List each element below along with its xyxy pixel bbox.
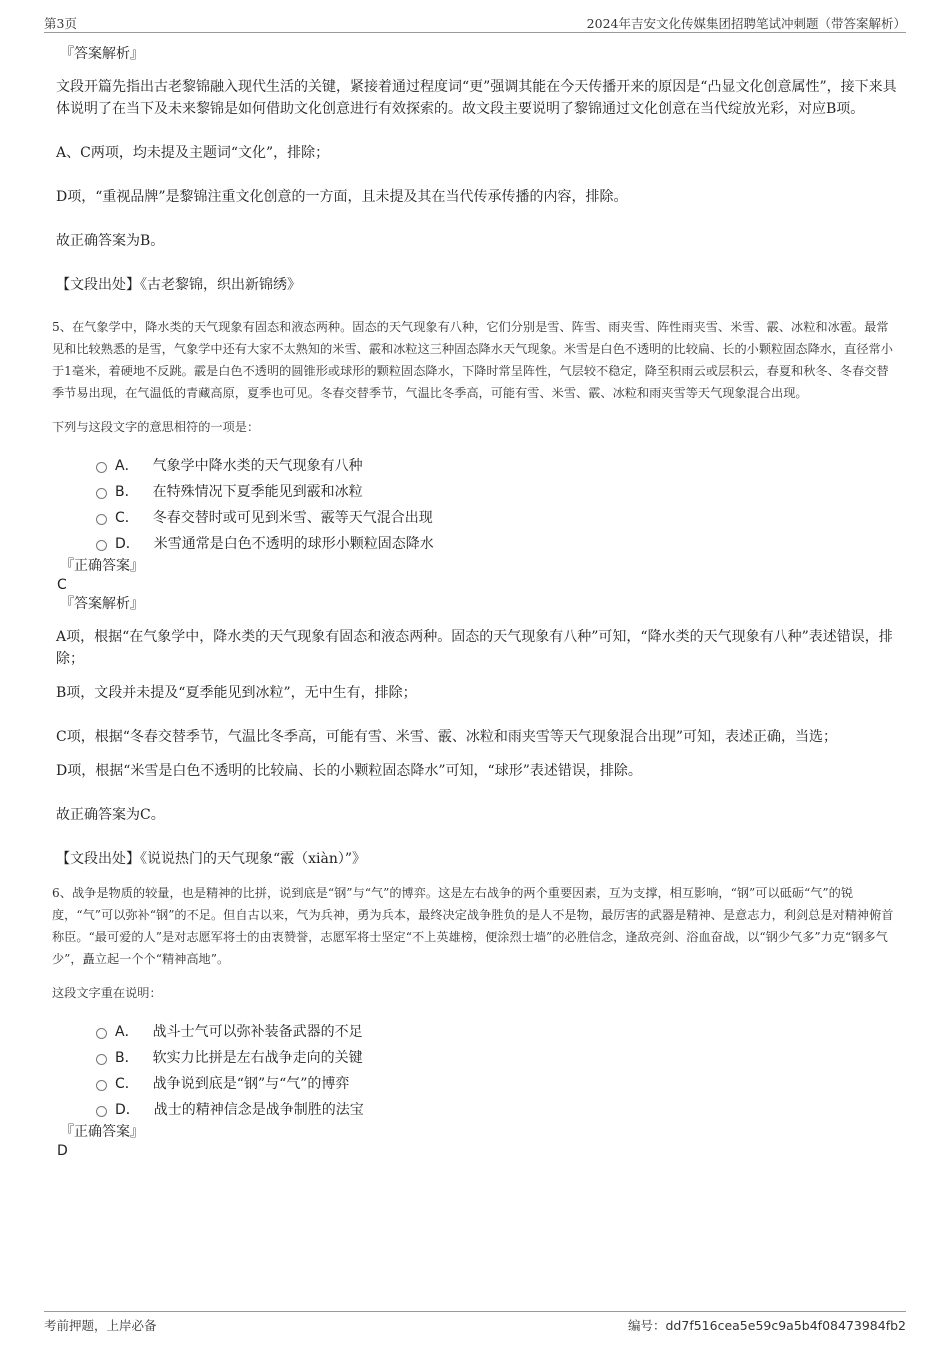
question-5-options xyxy=(96,452,900,556)
radio-button[interactable] xyxy=(96,540,107,551)
answer-heading: 『正确答案』 xyxy=(60,1124,144,1140)
option-text: 战争说到底是“钢”与“气”的博弈 xyxy=(152,1076,350,1092)
page-header xyxy=(44,12,906,33)
option-a[interactable]: A． 战斗士气可以弥补装备武器的不足 xyxy=(96,1018,900,1044)
page-number: 第3页 xyxy=(44,16,77,31)
option-text: 软实力比拼是左右战争走向的关键 xyxy=(152,1050,363,1066)
option-text: 战士的精神信念是战争制胜的法宝 xyxy=(153,1102,364,1118)
source-citation: 【文段出处】《古老黎锦，织出新锦绣》 xyxy=(56,277,301,293)
analysis-heading: 『答案解析』 xyxy=(60,46,144,62)
radio-button[interactable] xyxy=(96,462,107,473)
option-c[interactable]: C． 战争说到底是“钢”与“气”的博弈 xyxy=(96,1070,900,1096)
radio-button[interactable] xyxy=(96,1054,107,1065)
option-b[interactable]: B． 在特殊情况下夏季能见到霰和冰粒 xyxy=(96,478,900,504)
answer-heading: 『正确答案』 xyxy=(60,558,144,574)
radio-button[interactable] xyxy=(96,488,107,499)
analysis-paragraph: D项，“重视品牌”是黎锦注重文化创意的一方面，且未提及其在当代传承传播的内容，排除。 xyxy=(56,189,628,205)
page-footer xyxy=(44,1311,906,1336)
option-b[interactable]: B． 软实力比拼是左右战争走向的关键 xyxy=(96,1044,900,1070)
option-text: 气象学中降水类的天气现象有八种 xyxy=(152,458,363,474)
radio-button[interactable] xyxy=(96,1080,107,1091)
analysis-paragraph: A项，根据“在气象学中，降水类的天气现象有固态和液态两种。固态的天气现象有八种”可知，“降水类的天气现象有八种”表述错误，排除； xyxy=(56,629,893,667)
question-6-options xyxy=(96,1018,900,1122)
radio-button[interactable] xyxy=(96,514,107,525)
radio-button[interactable] xyxy=(96,1106,107,1117)
question-6-text: 6、战争是物质的较量，也是精神的比拼，说到底是“钢”与“气”的博弈。这是左右战争的两个重要因素，互为支撑，相互影响，“钢”可以砥砺“气”的锐度，“气”可以弥补“钢”的不足。但自古以来，气为兵神，勇为兵本，最终决定战争胜负的是人不是物，最厉害的武器是精神、是意志力，利剑总是对精神俯首称臣。“最可爱的人”是对志愿军将士的由衷赞誉，志愿军将士坚定“不上英雄榜，便涂烈士墙”的必胜信念，逢敌亮剑、浴血奋战，以“钢少气多”力克“钢多气少”，矗立起一个个“精神高地”。 xyxy=(52,886,894,966)
question-5-text: 5、在气象学中，降水类的天气现象有固态和液态两种。固态的天气现象有八种，它们分别是雪、阵雪、雨夹雪、阵性雨夹雪、米雪、霰、冰粒和冰雹。最常见和比较熟悉的是雪，气象学中还有大家不太熟知的米雪、霰和冰粒这三种固态降水天气现象。米雪是白色不透明的比较扁、长的小颗粒固态降水，直径常小于1毫米，着硬地不反跳。霰是白色不透明的圆锥形或球形的颗粒固态降水，下降时常呈阵性，气层较不稳定，降至积雨云或层积云，春夏和秋冬、冬春交替季节易出现，在气温低的青藏高原，夏季也可见。冬春交替季节，气温比冬季高，可能有雪、米雪、霰、冰粒和雨夹雪等天气现象混合出现。 xyxy=(52,320,893,400)
document-title: 2024年吉安文化传媒集团招聘笔试冲刺题（带答案解析） xyxy=(586,16,906,31)
analysis-paragraph: 文段开篇先指出古老黎锦融入现代生活的关键，紧接着通过程度词“更”强调其能在今天传播开来的原因是“凸显文化创意属性”，接下来具体说明了在当下及未来黎锦是如何借助文化创意进行有效探索的。故文段主要说明了黎锦通过文化创意在当代绽放光彩，对应B项。 xyxy=(56,79,897,117)
question-5-prompt: 下列与这段文字的意思相符的一项是： xyxy=(52,420,260,434)
option-d[interactable]: D． 米雪通常是白色不透明的球形小颗粒固态降水 xyxy=(96,530,900,556)
correct-answer: C xyxy=(57,577,67,593)
analysis-paragraph: A、C两项，均未提及主题词“文化”，排除； xyxy=(56,145,330,161)
analysis-paragraph: D项，根据“米雪是白色不透明的比较扁、长的小颗粒固态降水”可知，“球形”表述错误，排除。 xyxy=(56,763,642,779)
option-d[interactable]: D． 战士的精神信念是战争制胜的法宝 xyxy=(96,1096,900,1122)
page-content xyxy=(52,44,900,1160)
option-a[interactable]: A． 气象学中降水类的天气现象有八种 xyxy=(96,452,900,478)
question-6-prompt: 这段文字重在说明： xyxy=(52,986,162,1000)
analysis-heading: 『答案解析』 xyxy=(60,596,144,612)
option-text: 在特殊情况下夏季能见到霰和冰粒 xyxy=(152,484,363,500)
option-text: 米雪通常是白色不透明的球形小颗粒固态降水 xyxy=(153,536,434,552)
option-c[interactable]: C． 冬春交替时或可见到米雪、霰等天气混合出现 xyxy=(96,504,900,530)
source-citation: 【文段出处】《说说热门的天气现象“霰（xiàn）”》 xyxy=(56,851,367,867)
radio-button[interactable] xyxy=(96,1028,107,1039)
analysis-conclusion: 故正确答案为B。 xyxy=(56,233,165,249)
analysis-paragraph: B项，文段并未提及“夏季能见到冰粒”，无中生有，排除； xyxy=(56,685,417,701)
analysis-conclusion: 故正确答案为C。 xyxy=(56,807,165,823)
correct-answer: D xyxy=(57,1143,68,1159)
footer-slogan: 考前押题，上岸必备 xyxy=(44,1318,157,1333)
option-text: 战斗士气可以弥补装备武器的不足 xyxy=(152,1024,363,1040)
option-text: 冬春交替时或可见到米雪、霰等天气混合出现 xyxy=(152,510,433,526)
document-code: 编号：dd7f516cea5e59c9a5b4f08473984fb2 xyxy=(628,1318,906,1333)
analysis-paragraph: C项，根据“冬春交替季节，气温比冬季高，可能有雪、米雪、霰、冰粒和雨夹雪等天气现象混合出现”可知，表述正确，当选； xyxy=(56,729,838,745)
